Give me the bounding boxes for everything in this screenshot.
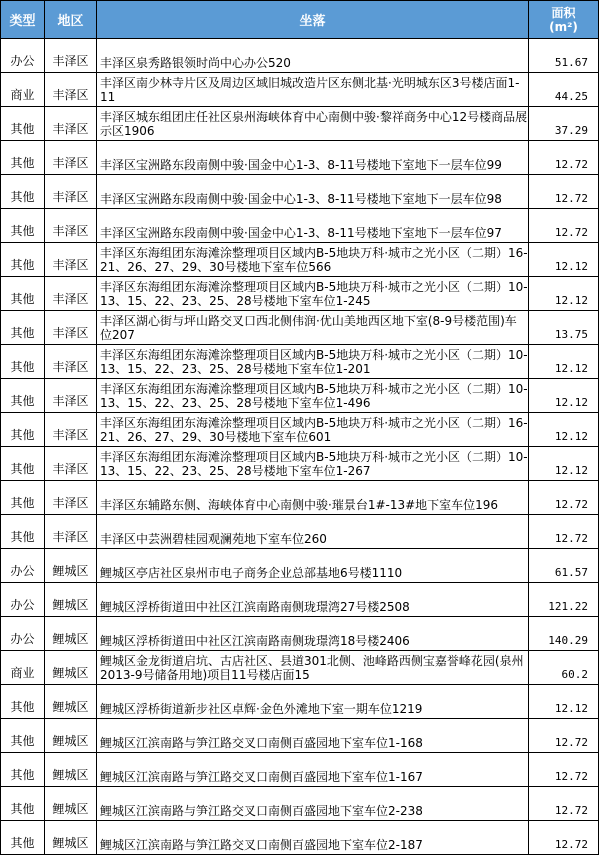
cell-type[interactable]: 其他 [1, 243, 45, 277]
cell-type[interactable]: 商业 [1, 651, 45, 685]
location-text: 鲤城区金龙街道启坑、古店社区、县道301北侧、池峰路西侧宝嘉誉峰花园(泉州2013-9号储备用地)项目11号楼店面15 [100, 654, 524, 682]
table-row[interactable] [1, 209, 599, 243]
header-location: 坐落 [97, 1, 529, 39]
cell-location[interactable] [97, 651, 529, 685]
location-text: 鲤城区江滨南路与笋江路交叉口南侧百盛园地下室车位2-187 [100, 838, 423, 852]
table-row[interactable] [1, 311, 599, 345]
table-row[interactable] [1, 141, 599, 175]
location-text: 鲤城区江滨南路与笋江路交叉口南侧百盛园地下室车位2-238 [100, 804, 423, 818]
table-row[interactable] [1, 549, 599, 583]
cell-type[interactable]: 其他 [1, 787, 45, 821]
cell-type[interactable]: 办公 [1, 39, 45, 73]
cell-district[interactable]: 丰泽区 [45, 209, 97, 243]
location-text: 丰泽区泉秀路银领时尚中心办公520 [100, 56, 291, 70]
cell-district[interactable]: 丰泽区 [45, 243, 97, 277]
cell-district[interactable]: 丰泽区 [45, 175, 97, 209]
cell-location[interactable] [97, 175, 529, 209]
cell-location[interactable] [97, 753, 529, 787]
table-row[interactable] [1, 821, 599, 855]
location-text: 丰泽区中芸洲碧桂园观澜苑地下室车位260 [100, 532, 327, 546]
table-row[interactable] [1, 277, 599, 311]
cell-area[interactable]: 12.72 [529, 753, 599, 787]
cell-district[interactable]: 丰泽区 [45, 481, 97, 515]
cell-area[interactable]: 12.72 [529, 175, 599, 209]
cell-area[interactable]: 12.72 [529, 821, 599, 855]
cell-location[interactable] [97, 243, 529, 277]
cell-type[interactable]: 其他 [1, 821, 45, 855]
cell-area[interactable]: 12.12 [529, 243, 599, 277]
location-text: 丰泽区宝洲路东段南侧中骏·国金中心1-3、8-11号楼地下室地下一层车位97 [100, 226, 502, 240]
cell-area[interactable]: 140.29 [529, 617, 599, 651]
cell-type[interactable]: 其他 [1, 753, 45, 787]
table-row[interactable] [1, 787, 599, 821]
cell-area[interactable]: 12.72 [529, 719, 599, 753]
cell-district[interactable]: 丰泽区 [45, 73, 97, 107]
cell-area[interactable]: 121.22 [529, 583, 599, 617]
cell-location[interactable] [97, 447, 529, 481]
cell-type[interactable]: 其他 [1, 209, 45, 243]
cell-type[interactable]: 其他 [1, 379, 45, 413]
cell-type[interactable]: 其他 [1, 447, 45, 481]
cell-district[interactable]: 丰泽区 [45, 379, 97, 413]
cell-area[interactable]: 12.72 [529, 209, 599, 243]
cell-type[interactable]: 办公 [1, 549, 45, 583]
location-text: 丰泽区东海组团东海滩涂整理项目区域内B-5地块万科·城市之光小区（二期）10-13、15、22、23、25、28号楼地下室车位1-496 [100, 382, 528, 410]
header-area-label: 面积 [551, 5, 576, 20]
location-text: 鲤城区亭店社区泉州市电子商务企业总部基地6号楼1110 [100, 566, 403, 580]
cell-district[interactable]: 丰泽区 [45, 345, 97, 379]
table-row[interactable] [1, 243, 599, 277]
cell-type[interactable]: 其他 [1, 345, 45, 379]
table-row[interactable] [1, 583, 599, 617]
table-row[interactable] [1, 73, 599, 107]
location-text: 丰泽区东辅路东侧、海峡体育中心南侧中骏·璀景台1#-13#地下室车位196 [100, 498, 499, 512]
location-text: 鲤城区江滨南路与笋江路交叉口南侧百盛园地下室车位1-168 [100, 736, 423, 750]
cell-district[interactable]: 鲤城区 [45, 583, 97, 617]
cell-district[interactable]: 丰泽区 [45, 107, 97, 141]
cell-district[interactable]: 丰泽区 [45, 311, 97, 345]
cell-type[interactable]: 办公 [1, 583, 45, 617]
table-row[interactable] [1, 447, 599, 481]
header-area-unit: (m²) [549, 19, 578, 34]
cell-area[interactable]: 61.57 [529, 549, 599, 583]
cell-district[interactable]: 丰泽区 [45, 39, 97, 73]
location-text: 丰泽区东海组团东海滩涂整理项目区域内B-5地块万科·城市之光小区（二期）10-13、15、22、23、25、28号楼地下室车位1-201 [100, 348, 528, 376]
location-text: 丰泽区东海组团东海滩涂整理项目区域内B-5地块万科·城市之光小区（二期）16-21、26、27、29、30号楼地下室车位566 [100, 246, 528, 274]
cell-type[interactable]: 商业 [1, 73, 45, 107]
location-text: 丰泽区宝洲路东段南侧中骏·国金中心1-3、8-11号楼地下室地下一层车位99 [100, 158, 502, 172]
table-row[interactable] [1, 345, 599, 379]
cell-location[interactable] [97, 141, 529, 175]
cell-district[interactable]: 鲤城区 [45, 617, 97, 651]
cell-location[interactable] [97, 481, 529, 515]
cell-location[interactable] [97, 821, 529, 855]
cell-area[interactable]: 44.25 [529, 73, 599, 107]
table-row[interactable] [1, 685, 599, 719]
cell-type[interactable]: 其他 [1, 175, 45, 209]
cell-district[interactable]: 鲤城区 [45, 549, 97, 583]
cell-area[interactable]: 12.12 [529, 413, 599, 447]
table-row[interactable] [1, 175, 599, 209]
cell-district[interactable]: 丰泽区 [45, 447, 97, 481]
table-row[interactable] [1, 39, 599, 73]
location-text: 鲤城区浮桥街道新步社区卓辉·金色外滩地下室一期车位1219 [100, 702, 423, 716]
location-text: 丰泽区南少林寺片区及周边区域旧城改造片区东侧北基·光明城东区3号楼店面1-11 [100, 76, 520, 104]
table-row[interactable] [1, 753, 599, 787]
cell-area[interactable]: 12.72 [529, 141, 599, 175]
cell-district[interactable]: 丰泽区 [45, 413, 97, 447]
cell-location[interactable] [97, 515, 529, 549]
cell-location[interactable] [97, 787, 529, 821]
cell-location[interactable] [97, 379, 529, 413]
cell-location[interactable] [97, 345, 529, 379]
table-row[interactable] [1, 617, 599, 651]
cell-location[interactable] [97, 209, 529, 243]
cell-location[interactable] [97, 719, 529, 753]
cell-location[interactable] [97, 583, 529, 617]
location-text: 丰泽区湖心街与坪山路交叉口西北侧伟润·优山美地西区地下室(8-9号楼范围)车位207 [100, 314, 517, 342]
cell-location[interactable] [97, 617, 529, 651]
table-row[interactable] [1, 651, 599, 685]
location-text: 丰泽区宝洲路东段南侧中骏·国金中心1-3、8-11号楼地下室地下一层车位98 [100, 192, 502, 206]
cell-district[interactable]: 鲤城区 [45, 651, 97, 685]
table-body [1, 39, 599, 855]
cell-area[interactable]: 13.75 [529, 311, 599, 345]
location-text: 丰泽区城东组团庄任社区泉州海峡体育中心南侧中骏·黎祥商务中心12号楼商品展示区1906 [100, 110, 528, 138]
location-text: 丰泽区东海组团东海滩涂整理项目区域内B-5地块万科·城市之光小区（二期）10-13、15、22、23、25、28号楼地下室车位1-267 [100, 450, 528, 478]
location-text: 鲤城区浮桥街道田中社区江滨南路南侧珑璟湾27号楼2508 [100, 600, 410, 614]
cell-location[interactable] [97, 107, 529, 141]
cell-district[interactable]: 丰泽区 [45, 515, 97, 549]
cell-area[interactable]: 12.12 [529, 685, 599, 719]
cell-district[interactable]: 丰泽区 [45, 141, 97, 175]
cell-location[interactable] [97, 39, 529, 73]
cell-location[interactable] [97, 549, 529, 583]
cell-district[interactable]: 鲤城区 [45, 787, 97, 821]
cell-area[interactable]: 12.12 [529, 379, 599, 413]
location-text: 鲤城区江滨南路与笋江路交叉口南侧百盛园地下室车位1-167 [100, 770, 423, 784]
cell-location[interactable] [97, 277, 529, 311]
cell-location[interactable] [97, 73, 529, 107]
cell-type[interactable]: 其他 [1, 481, 45, 515]
table-row[interactable] [1, 515, 599, 549]
header-area [529, 1, 599, 39]
cell-area[interactable]: 51.67 [529, 39, 599, 73]
cell-type[interactable]: 其他 [1, 515, 45, 549]
table-row[interactable] [1, 379, 599, 413]
cell-type[interactable]: 办公 [1, 617, 45, 651]
cell-area[interactable]: 12.72 [529, 787, 599, 821]
cell-district[interactable]: 鲤城区 [45, 821, 97, 855]
table-row[interactable] [1, 719, 599, 753]
header-district: 地区 [45, 1, 97, 39]
table-row[interactable] [1, 413, 599, 447]
cell-type[interactable]: 其他 [1, 719, 45, 753]
cell-type[interactable]: 其他 [1, 413, 45, 447]
location-text: 丰泽区东海组团东海滩涂整理项目区域内B-5地块万科·城市之光小区（二期）10-13、15、22、23、25、28号楼地下室车位1-245 [100, 280, 528, 308]
cell-type[interactable]: 其他 [1, 277, 45, 311]
cell-area[interactable]: 12.12 [529, 447, 599, 481]
cell-area[interactable]: 12.12 [529, 345, 599, 379]
cell-area[interactable]: 12.12 [529, 277, 599, 311]
cell-area[interactable]: 60.2 [529, 651, 599, 685]
cell-location[interactable] [97, 311, 529, 345]
location-text: 丰泽区东海组团东海滩涂整理项目区域内B-5地块万科·城市之光小区（二期）16-21、26、27、29、30号楼地下室车位601 [100, 416, 528, 444]
cell-type[interactable]: 其他 [1, 107, 45, 141]
cell-area[interactable]: 12.72 [529, 481, 599, 515]
cell-location[interactable] [97, 413, 529, 447]
cell-location[interactable] [97, 685, 529, 719]
cell-district[interactable]: 鲤城区 [45, 753, 97, 787]
cell-type[interactable]: 其他 [1, 141, 45, 175]
cell-district[interactable]: 鲤城区 [45, 685, 97, 719]
cell-area[interactable]: 12.72 [529, 515, 599, 549]
cell-district[interactable]: 鲤城区 [45, 719, 97, 753]
header-type: 类型 [1, 1, 45, 39]
table-row[interactable] [1, 107, 599, 141]
header-row [1, 1, 599, 39]
location-text: 鲤城区浮桥街道田中社区江滨南路南侧珑璟湾18号楼2406 [100, 634, 410, 648]
cell-type[interactable]: 其他 [1, 311, 45, 345]
cell-area[interactable]: 37.29 [529, 107, 599, 141]
table-row[interactable] [1, 481, 599, 515]
cell-type[interactable]: 其他 [1, 685, 45, 719]
cell-district[interactable]: 丰泽区 [45, 277, 97, 311]
